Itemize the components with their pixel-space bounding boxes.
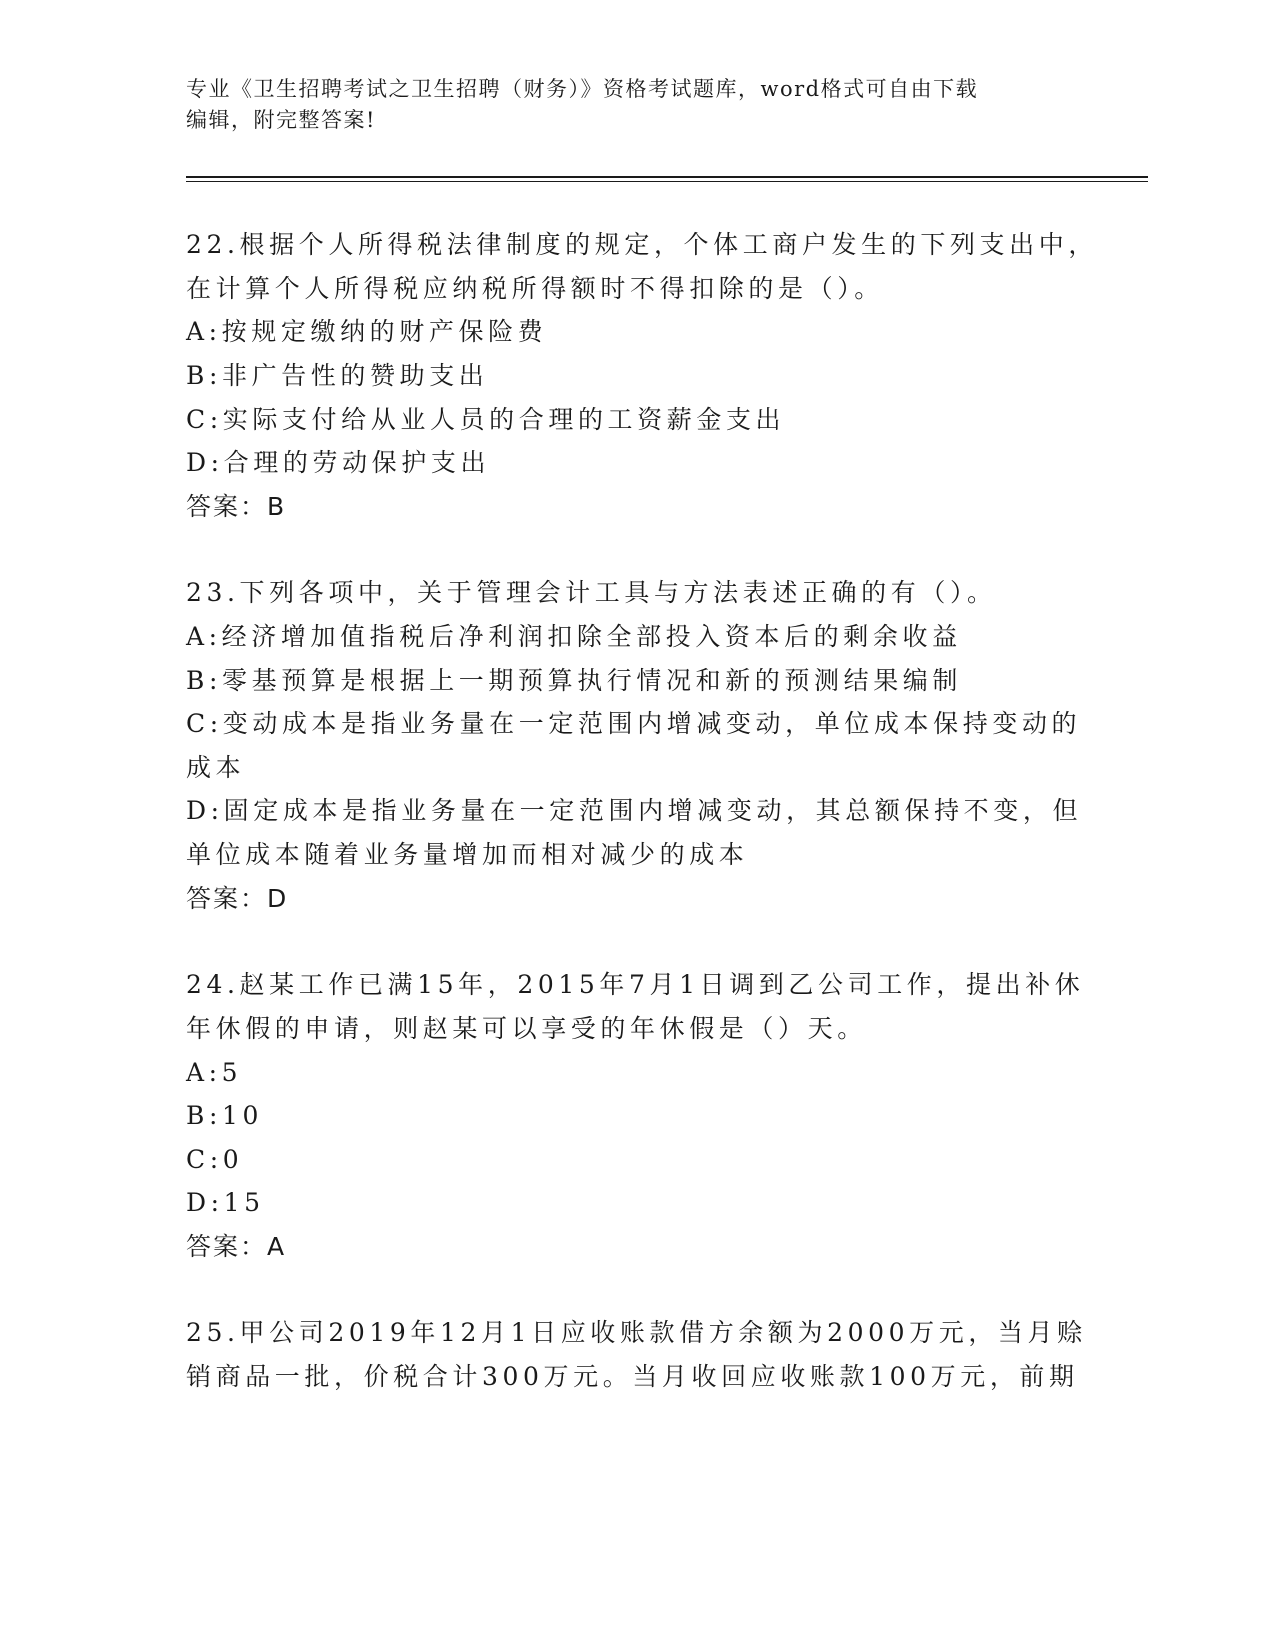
question-23-option-a: A:经济增加值指税后净利润扣除全部投入资本后的剩余收益 <box>186 622 962 651</box>
question-24-text-line-1: 24.赵某工作已满15年，2015年7月1日调到乙公司工作，提出补休 <box>186 970 1085 999</box>
question-23-option-d-line-2: 单位成本随着业务量增加而相对减少的成本 <box>186 840 749 869</box>
question-25-text-line-2: 销商品一批，价税合计300万元。当月收回应收账款100万元，前期 <box>186 1362 1079 1391</box>
question-22-option-d: D:合理的劳动保护支出 <box>186 448 491 477</box>
question-22-text-line-1: 22.根据个人所得税法律制度的规定，个体工商户发生的下列支出中， <box>186 230 1098 259</box>
question-22-option-a: A:按规定缴纳的财产保险费 <box>186 317 548 346</box>
header-divider-thick <box>186 176 1148 178</box>
question-23-option-c-line-1: C:变动成本是指业务量在一定范围内增减变动，单位成本保持变动的 <box>186 709 1082 738</box>
question-24-answer: 答案：A <box>186 1232 287 1261</box>
question-23-answer: 答案：D <box>186 884 289 913</box>
question-23-text-line-1: 23.下列各项中，关于管理会计工具与方法表述正确的有（）。 <box>186 578 997 607</box>
document-header <box>186 74 1086 136</box>
header-divider-thin <box>186 181 1148 182</box>
question-25-text-line-1: 25.甲公司2019年12月1日应收账款借方余额为2000万元，当月赊 <box>186 1318 1087 1347</box>
question-23-option-b: B:零基预算是根据上一期预算执行情况和新的预测结果编制 <box>186 666 962 695</box>
question-24-text-line-2: 年休假的申请，则赵某可以享受的年休假是（）天。 <box>186 1014 867 1043</box>
question-22-text-line-2: 在计算个人所得税应纳税所得额时不得扣除的是（）。 <box>186 274 884 303</box>
header-line-1: 专业《卫生招聘考试之卫生招聘（财务）》资格考试题库，word格式可自由下载 <box>186 77 979 101</box>
question-24-option-a: A:5 <box>186 1058 243 1087</box>
question-23-option-c-line-2: 成本 <box>186 753 246 782</box>
question-24-option-c: C:0 <box>186 1145 244 1174</box>
question-24-option-d: D:15 <box>186 1188 265 1217</box>
question-22-answer: 答案：B <box>186 492 287 521</box>
question-22-option-b: B:非广告性的赞助支出 <box>186 361 489 390</box>
question-24-option-b: B:10 <box>186 1101 264 1130</box>
question-23-option-d-line-1: D:固定成本是指业务量在一定范围内增减变动，其总额保持不变，但 <box>186 796 1083 825</box>
question-22-option-c: C:实际支付给从业人员的合理的工资薪金支出 <box>186 405 786 434</box>
header-line-2: 编辑，附完整答案! <box>186 108 376 132</box>
